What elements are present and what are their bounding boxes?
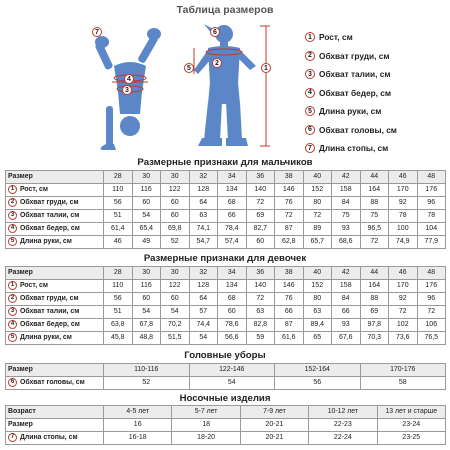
table-cell: 74,4: [189, 319, 218, 332]
table-row: [6, 223, 446, 236]
table-cell: 18-20: [172, 432, 240, 445]
legend-item: [305, 47, 447, 66]
table-cell: 20-21: [240, 432, 308, 445]
header-cell: 152-164: [275, 364, 361, 377]
legend-number: 1: [305, 32, 315, 42]
table-cell: 72: [360, 236, 389, 249]
row-label: [6, 236, 104, 249]
header-cell: 30: [132, 171, 161, 184]
table-cell: 76: [275, 293, 304, 306]
header-cell: 5-7 лет: [172, 406, 240, 419]
measure-number-icon: 4: [8, 320, 17, 329]
boys-size-table: [5, 170, 446, 249]
legend-number: 5: [305, 106, 315, 116]
table-cell: 88: [360, 197, 389, 210]
table-cell: 72: [246, 197, 275, 210]
marker-2-icon: 2: [212, 58, 222, 68]
table-cell: 92: [389, 293, 418, 306]
socks-table-title: Носочные изделия: [179, 393, 271, 404]
table-cell: 72: [275, 210, 304, 223]
measure-number-icon: 5: [8, 333, 17, 342]
table-cell: 146: [275, 280, 304, 293]
table-cell: 60: [246, 236, 275, 249]
table-cell: 54: [132, 306, 161, 319]
table-row: [6, 432, 446, 445]
girls-size-table: [5, 266, 446, 345]
table-cell: 52: [161, 236, 190, 249]
table-cell: 164: [360, 184, 389, 197]
table-cell: 87: [275, 223, 304, 236]
table-cell: 51,5: [161, 332, 190, 345]
marker-5-icon: 5: [184, 63, 194, 73]
table-cell: 96: [417, 293, 446, 306]
table-cell: 63: [246, 306, 275, 319]
table-cell: 128: [189, 184, 218, 197]
table-cell: 56: [104, 197, 133, 210]
row-label: [6, 223, 104, 236]
measure-number-icon: 4: [8, 224, 17, 233]
row-label-text: Обхват бедер, см: [20, 225, 80, 232]
table-cell: 140: [246, 280, 275, 293]
table-cell: 93: [332, 319, 361, 332]
header-cell: Размер: [6, 364, 104, 377]
measure-number-icon: 1: [8, 185, 17, 194]
row-label-text: Длина руки, см: [20, 238, 72, 245]
table-cell: 72: [303, 210, 332, 223]
table-cell: 96: [417, 197, 446, 210]
table-cell: 67,8: [132, 319, 161, 332]
table-row: [6, 377, 446, 390]
row-label-text: Длина руки, см: [20, 334, 72, 341]
header-cell: 170-176: [360, 364, 446, 377]
header-cell: Возраст: [6, 406, 104, 419]
header-cell: 34: [218, 267, 247, 280]
row-label: [6, 432, 104, 445]
table-cell: 65,7: [303, 236, 332, 249]
table-row: [6, 236, 446, 249]
row-label: [6, 377, 104, 390]
table-cell: 73,6: [389, 332, 418, 345]
table-cell: 110: [104, 184, 133, 197]
table-cell: 128: [189, 280, 218, 293]
table-cell: 84: [332, 293, 361, 306]
row-label: [6, 293, 104, 306]
table-cell: 102: [389, 319, 418, 332]
table-cell: 66: [275, 306, 304, 319]
table-cell: 140: [246, 184, 275, 197]
table-cell: 45,8: [104, 332, 133, 345]
row-label-text: Обхват талии, см: [20, 212, 80, 219]
row-label: [6, 197, 104, 210]
header-cell: 30: [132, 267, 161, 280]
table-cell: 66: [332, 306, 361, 319]
table-cell: 72: [246, 293, 275, 306]
row-label-text: Рост, см: [20, 186, 48, 193]
table-cell: 61,4: [104, 223, 133, 236]
legend-label: Длина стопы, см: [319, 143, 389, 154]
table-cell: 134: [218, 184, 247, 197]
legend-number: 6: [305, 125, 315, 135]
table-cell: 46: [104, 236, 133, 249]
table-cell: 64: [189, 197, 218, 210]
legend-label: Обхват бедер, см: [319, 87, 392, 98]
table-cell: 57,4: [218, 236, 247, 249]
table-cell: 59: [246, 332, 275, 345]
table-cell: 176: [417, 184, 446, 197]
table-cell: 70,3: [360, 332, 389, 345]
header-cell: 44: [360, 267, 389, 280]
table-cell: 51: [104, 210, 133, 223]
table-cell: 70,2: [161, 319, 190, 332]
row-label-text: Обхват груди, см: [20, 295, 79, 302]
legend-item: [305, 28, 447, 47]
header-cell: 40: [303, 171, 332, 184]
table-row: [6, 210, 446, 223]
header-cell: 13 лет и старше: [377, 406, 445, 419]
table-cell: 68: [218, 293, 247, 306]
hats-size-table: [5, 363, 446, 390]
table-cell: 78,4: [218, 223, 247, 236]
table-cell: 78: [389, 210, 418, 223]
table-cell: 23-25: [377, 432, 445, 445]
row-label-text: Обхват талии, см: [20, 308, 80, 315]
boys-table-title: Размерные признаки для мальчиков: [137, 157, 313, 168]
header-cell: 32: [189, 171, 218, 184]
table-cell: 54: [132, 210, 161, 223]
legend-item: [305, 121, 447, 140]
row-label: [6, 280, 104, 293]
header-cell: 44: [360, 171, 389, 184]
row-label: [6, 184, 104, 197]
table-cell: 80: [303, 197, 332, 210]
header-cell: 36: [246, 171, 275, 184]
table-cell: 16-18: [104, 432, 172, 445]
row-label-text: Размер: [8, 421, 33, 428]
table-row: [6, 293, 446, 306]
table-cell: 170: [389, 280, 418, 293]
table-cell: 164: [360, 280, 389, 293]
row-label-text: Обхват головы, см: [20, 379, 85, 386]
table-cell: 68,6: [332, 236, 361, 249]
header-cell: 122-146: [189, 364, 275, 377]
header-cell: 42: [332, 171, 361, 184]
table-cell: 80: [303, 293, 332, 306]
table-cell: 65,4: [132, 223, 161, 236]
table-row: [6, 419, 446, 432]
table-cell: 54: [189, 377, 275, 390]
table-header-row: [6, 267, 446, 280]
table-header-row: [6, 406, 446, 419]
legend-label: Обхват талии, см: [319, 69, 391, 80]
table-header-row: [6, 364, 446, 377]
hats-table-title: Головные уборы: [184, 350, 266, 361]
table-cell: 134: [218, 280, 247, 293]
header-cell: 32: [189, 267, 218, 280]
table-cell: 48,8: [132, 332, 161, 345]
table-cell: 82,8: [246, 319, 275, 332]
table-row: [6, 319, 446, 332]
table-cell: 54,7: [189, 236, 218, 249]
legend-number: 2: [305, 51, 315, 61]
table-cell: 60: [132, 293, 161, 306]
table-cell: 56: [275, 377, 361, 390]
marker-7-icon: 7: [92, 27, 102, 37]
marker-3-icon: 3: [122, 85, 132, 95]
row-label: [6, 306, 104, 319]
table-cell: 63: [303, 306, 332, 319]
header-cell: 30: [161, 267, 190, 280]
socks-size-table: [5, 405, 446, 445]
standing-figure: [190, 22, 275, 152]
handstand-figure: [92, 22, 172, 152]
table-row: [6, 197, 446, 210]
table-cell: 68: [218, 197, 247, 210]
table-cell: 89: [303, 223, 332, 236]
table-cell: 57: [189, 306, 218, 319]
table-cell: 76: [275, 197, 304, 210]
table-cell: 158: [332, 184, 361, 197]
row-label-text: Обхват груди, см: [20, 199, 79, 206]
header-cell: 4-5 лет: [104, 406, 172, 419]
legend-number: 4: [305, 88, 315, 98]
table-cell: 64: [189, 293, 218, 306]
table-cell: 176: [417, 280, 446, 293]
table-cell: 54: [161, 306, 190, 319]
table-cell: 52: [104, 377, 190, 390]
row-label-text: Обхват бедер, см: [20, 321, 80, 328]
table-cell: 69,8: [161, 223, 190, 236]
legend-label: Рост, см: [319, 32, 353, 43]
table-cell: 100: [389, 223, 418, 236]
row-label: [6, 319, 104, 332]
measure-number-icon: 2: [8, 294, 17, 303]
legend-label: Обхват груди, см: [319, 50, 390, 61]
table-cell: 60: [218, 306, 247, 319]
table-cell: 16: [104, 419, 172, 432]
table-cell: 60: [132, 197, 161, 210]
header-cell: 28: [104, 171, 133, 184]
table-cell: 88: [360, 293, 389, 306]
table-cell: 152: [303, 280, 332, 293]
header-cell: 42: [332, 267, 361, 280]
measure-number-icon: 5: [8, 237, 17, 246]
table-cell: 82,7: [246, 223, 275, 236]
table-cell: 72: [389, 306, 418, 319]
row-label: [6, 419, 104, 432]
row-label-text: Длина стопы, см: [20, 434, 78, 441]
table-row: [6, 184, 446, 197]
table-cell: 54: [189, 332, 218, 345]
header-cell: 110-116: [104, 364, 190, 377]
header-cell: 28: [104, 267, 133, 280]
legend-number: 7: [305, 143, 315, 153]
table-cell: 75: [360, 210, 389, 223]
marker-4-icon: 4: [124, 74, 134, 84]
header-cell: 7-9 лет: [240, 406, 308, 419]
header-cell: Размер: [6, 171, 104, 184]
table-cell: 77,9: [417, 236, 446, 249]
table-row: [6, 280, 446, 293]
table-cell: 116: [132, 184, 161, 197]
table-cell: 60: [161, 210, 190, 223]
table-cell: 106: [417, 319, 446, 332]
header-cell: 38: [275, 267, 304, 280]
header-cell: Размер: [6, 267, 104, 280]
table-cell: 67,6: [332, 332, 361, 345]
table-cell: 60: [161, 197, 190, 210]
page-title: Таблица размеров: [176, 4, 274, 16]
table-cell: 74,9: [389, 236, 418, 249]
table-cell: 63: [189, 210, 218, 223]
header-cell: 30: [161, 171, 190, 184]
table-cell: 56,6: [218, 332, 247, 345]
measure-number-icon: 6: [8, 378, 17, 387]
table-cell: 74,1: [189, 223, 218, 236]
table-cell: 75: [332, 210, 361, 223]
girls-table-title: Размерные признаки для девочек: [143, 253, 307, 264]
table-cell: 93: [332, 223, 361, 236]
table-row: [6, 306, 446, 319]
legend-item: [305, 139, 447, 158]
table-cell: 56: [104, 293, 133, 306]
header-cell: 38: [275, 171, 304, 184]
table-cell: 20-21: [240, 419, 308, 432]
table-cell: 146: [275, 184, 304, 197]
table-cell: 76,5: [417, 332, 446, 345]
marker-6-icon: 6: [210, 27, 220, 37]
marker-1-icon: 1: [261, 63, 271, 73]
table-cell: 158: [332, 280, 361, 293]
legend-item: [305, 102, 447, 121]
legend-item: [305, 84, 447, 103]
table-cell: 152: [303, 184, 332, 197]
table-cell: 87: [275, 319, 304, 332]
row-label: [6, 210, 104, 223]
table-cell: 66: [218, 210, 247, 223]
table-cell: 69: [360, 306, 389, 319]
measure-number-icon: 1: [8, 281, 17, 290]
measurement-legend: [305, 28, 447, 158]
table-cell: 122: [161, 184, 190, 197]
table-cell: 97,8: [360, 319, 389, 332]
table-cell: 60: [161, 293, 190, 306]
header-cell: 34: [218, 171, 247, 184]
table-cell: 104: [417, 223, 446, 236]
table-cell: 18: [172, 419, 240, 432]
legend-item: [305, 65, 447, 84]
table-cell: 58: [360, 377, 446, 390]
header-cell: 36: [246, 267, 275, 280]
table-cell: 78,6: [218, 319, 247, 332]
header-cell: 48: [417, 171, 446, 184]
measure-number-icon: 3: [8, 307, 17, 316]
header-cell: 48: [417, 267, 446, 280]
table-cell: 92: [389, 197, 418, 210]
header-cell: 10-12 лет: [309, 406, 377, 419]
table-cell: 51: [104, 306, 133, 319]
table-cell: 23-24: [377, 419, 445, 432]
table-cell: 22-23: [309, 419, 377, 432]
table-cell: 89,4: [303, 319, 332, 332]
table-cell: 49: [132, 236, 161, 249]
table-cell: 69: [246, 210, 275, 223]
legend-label: Длина руки, см: [319, 106, 382, 117]
legend-label: Обхват головы, см: [319, 124, 397, 135]
table-cell: 72: [417, 306, 446, 319]
table-cell: 65: [303, 332, 332, 345]
header-cell: 46: [389, 267, 418, 280]
table-cell: 78: [417, 210, 446, 223]
row-label-text: Рост, см: [20, 282, 48, 289]
measure-number-icon: 3: [8, 211, 17, 220]
measure-number-icon: 2: [8, 198, 17, 207]
measure-number-icon: 7: [8, 433, 17, 442]
header-cell: 46: [389, 171, 418, 184]
table-cell: 96,5: [360, 223, 389, 236]
table-row: [6, 332, 446, 345]
table-header-row: [6, 171, 446, 184]
table-cell: 84: [332, 197, 361, 210]
legend-number: 3: [305, 69, 315, 79]
table-cell: 22-24: [309, 432, 377, 445]
table-cell: 116: [132, 280, 161, 293]
table-cell: 62,8: [275, 236, 304, 249]
table-cell: 110: [104, 280, 133, 293]
table-cell: 63,8: [104, 319, 133, 332]
table-cell: 61,6: [275, 332, 304, 345]
row-label: [6, 332, 104, 345]
table-cell: 122: [161, 280, 190, 293]
header-cell: 40: [303, 267, 332, 280]
table-cell: 170: [389, 184, 418, 197]
